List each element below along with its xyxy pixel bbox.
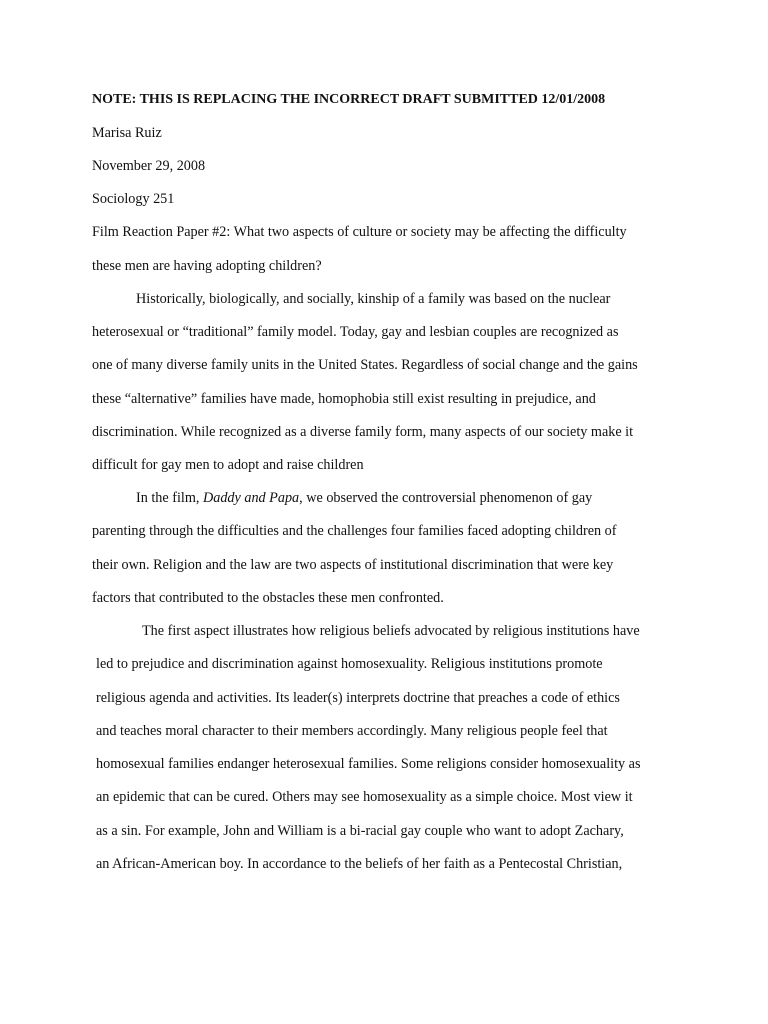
paragraph-line: one of many diverse family units in the United States. Regardless of social change and the gains <box>92 357 638 373</box>
paragraph-line: and teaches moral character to their members accordingly. Many religious people feel that <box>96 723 608 739</box>
course-name: Sociology 251 <box>92 191 175 207</box>
paragraph-line: parenting through the difficulties and the challenges four families faced adopting children of <box>92 523 617 539</box>
paragraph-line: as a sin. For example, John and William is a bi-racial gay couple who want to adopt Zachary, <box>96 823 624 839</box>
paragraph-line: an African-American boy. In accordance to the beliefs of her faith as a Pentecostal Christian, <box>96 856 623 872</box>
paragraph-line: difficult for gay men to adopt and raise children <box>92 457 364 473</box>
paragraph-line: heterosexual or “traditional” family model. Today, gay and lesbian couples are recognized as <box>92 324 619 340</box>
note-heading: NOTE: THIS IS REPLACING THE INCORRECT DRAFT SUBMITTED 12/01/2008 <box>92 92 606 107</box>
paragraph-line: factors that contributed to the obstacles these men confronted. <box>92 590 444 606</box>
paragraph-text: In the film, <box>136 490 203 506</box>
paragraph-line: these “alternative” families have made, homophobia still exist resulting in prejudice, and <box>92 391 596 407</box>
paragraph-line: The first aspect illustrates how religious beliefs advocated by religious institutions have <box>142 623 640 639</box>
author-name: Marisa Ruiz <box>92 125 162 141</box>
paragraph-line: an epidemic that can be cured. Others may see homosexuality as a simple choice. Most view it <box>96 789 633 805</box>
paragraph-text: we observed the controversial phenomenon of gay <box>302 490 593 506</box>
paragraph-line <box>136 489 592 507</box>
prompt-line: these men are having adopting children? <box>92 258 322 274</box>
prompt-line: Film Reaction Paper #2: What two aspects of culture or society may be affecting the difficulty <box>92 224 627 240</box>
paragraph-line: Historically, biologically, and socially, kinship of a family was based on the nuclear <box>136 291 611 307</box>
paragraph-line: their own. Religion and the law are two aspects of institutional discrimination that were key <box>92 557 614 573</box>
paragraph-line: homosexual families endanger heterosexual families. Some religions consider homosexuality as <box>96 756 641 772</box>
document-date: November 29, 2008 <box>92 158 206 174</box>
paragraph-line: discrimination. While recognized as a diverse family form, many aspects of our society make it <box>92 424 634 440</box>
paragraph-line: religious agenda and activities. Its leader(s) interprets doctrine that preaches a code of ethics <box>96 690 620 706</box>
film-title: Daddy and Papa, <box>202 490 303 506</box>
paragraph-line: led to prejudice and discrimination against homosexuality. Religious institutions promote <box>96 656 603 672</box>
